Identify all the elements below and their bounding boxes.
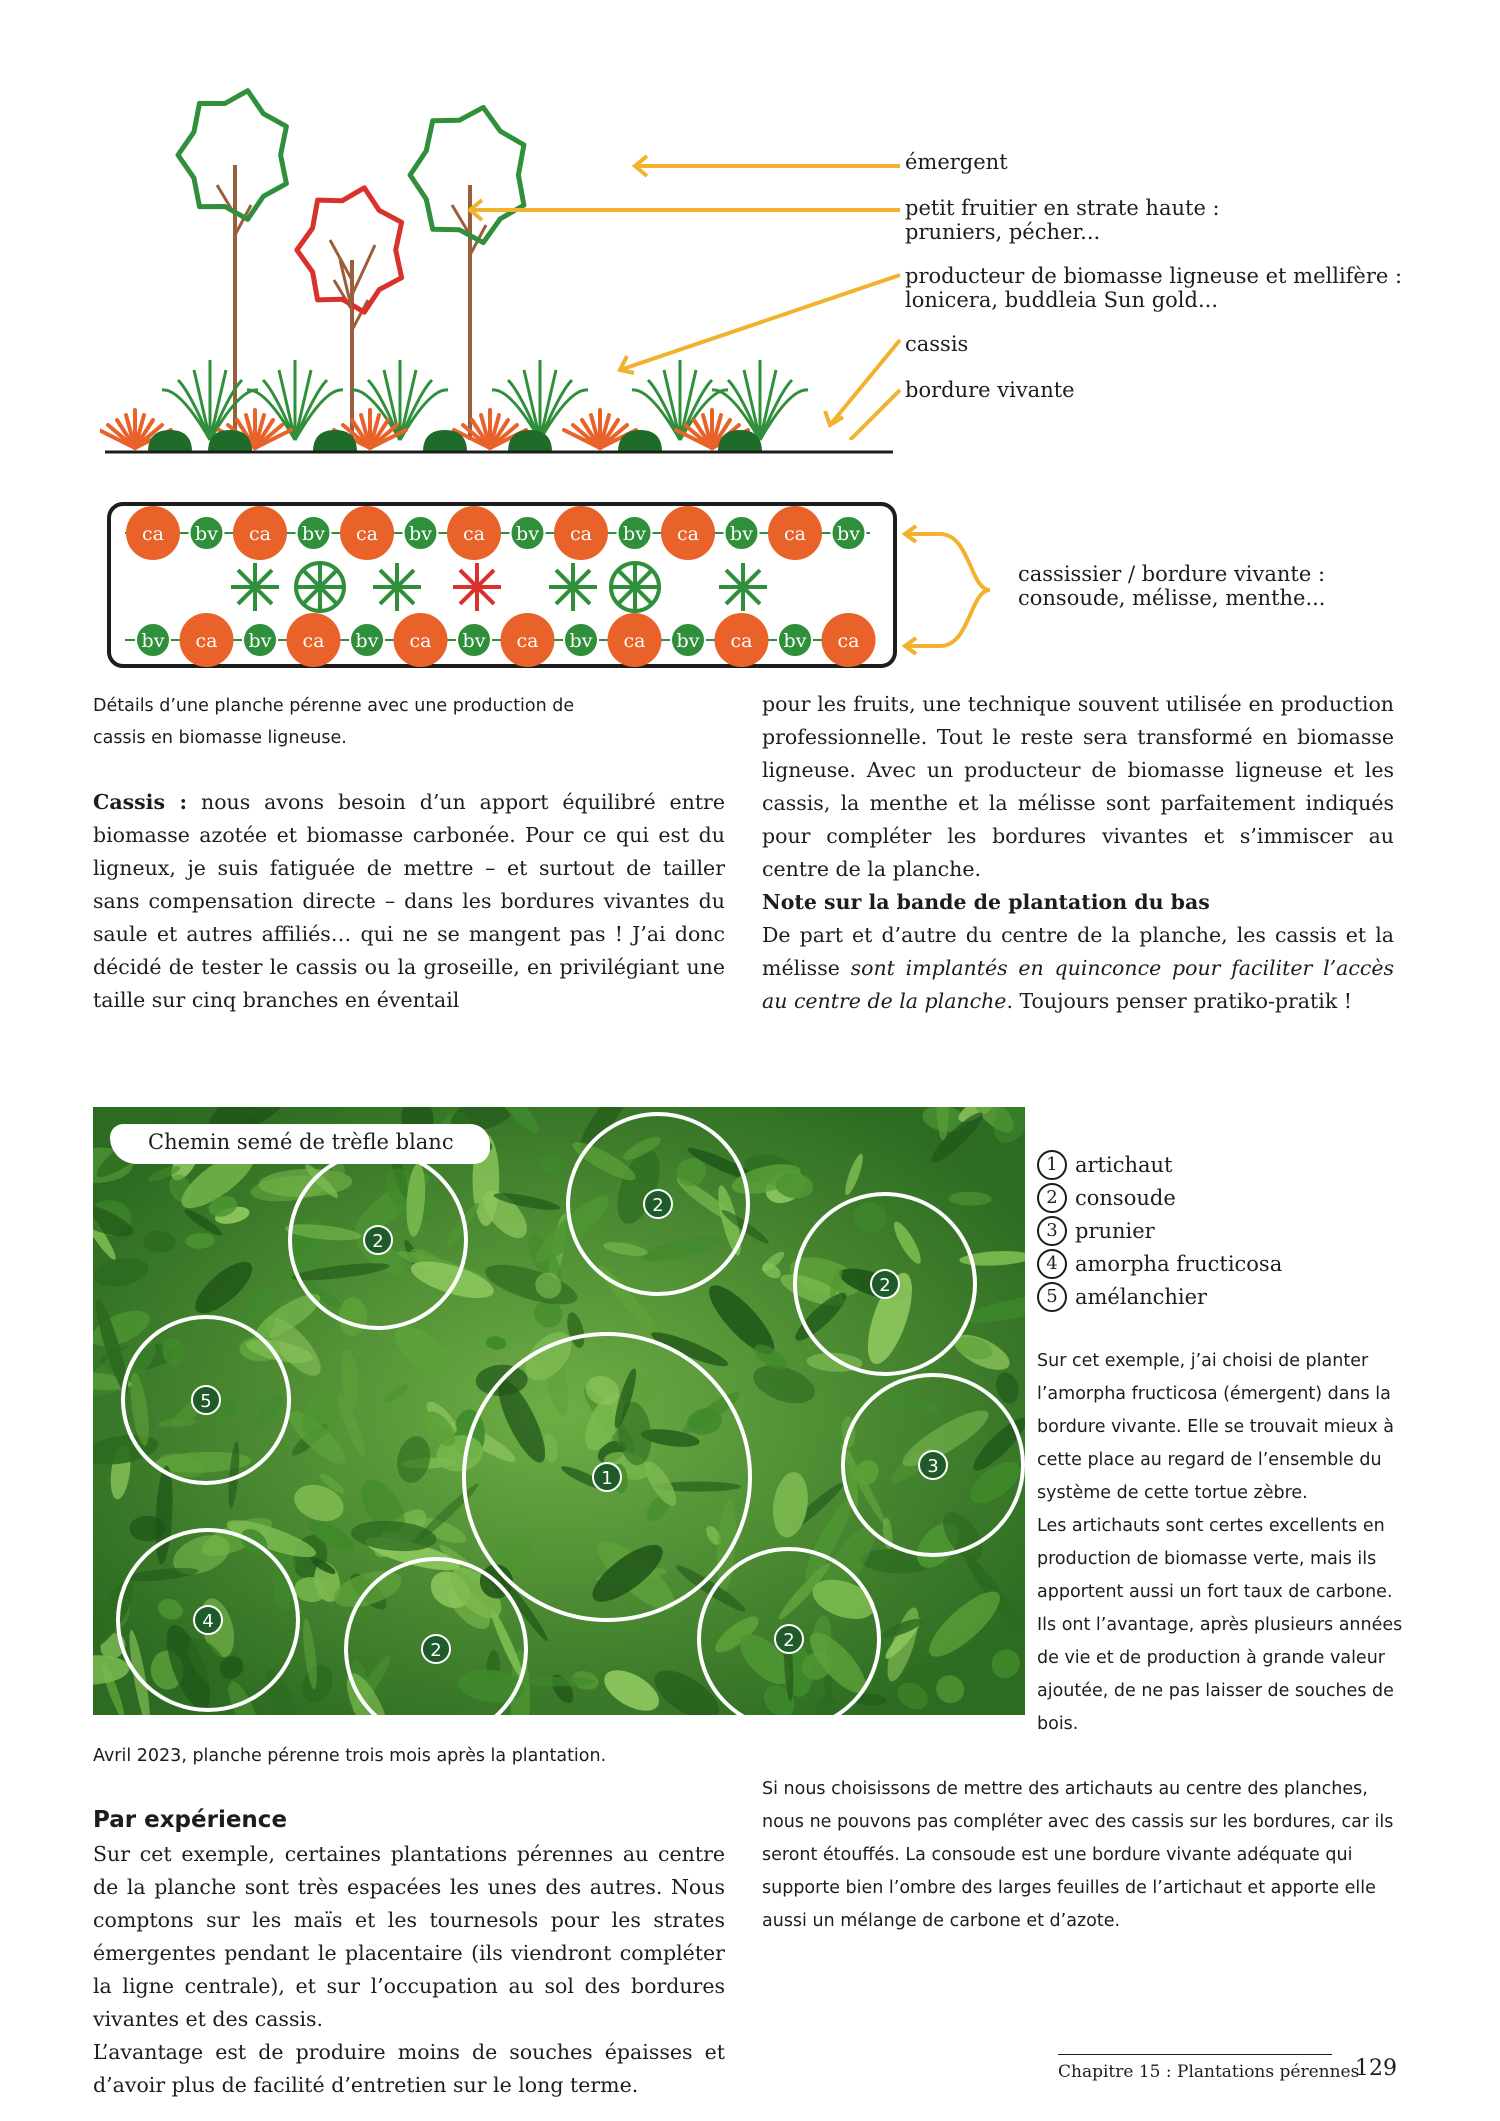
plan-cassis-marker xyxy=(233,506,287,560)
plan-bordure-marker xyxy=(618,516,652,550)
note-text-end: . Toujours penser pratiko-pratik ! xyxy=(1006,989,1353,1013)
experience-paragraph-2: L’avantage est de produire moins de souches épaisses et d’avoir plus de facilité d’entretien sur le long terme. xyxy=(93,2040,725,2097)
label-petit-fruitier: petit fruitier en strate haute : pruniers, pécher... xyxy=(905,196,1220,244)
photo-caption: Avril 2023, planche pérenne trois mois après la plantation. xyxy=(93,1746,607,1766)
legend-label: consoude xyxy=(1075,1185,1176,1210)
plan-bordure-marker xyxy=(297,516,331,550)
plan-cassis-marker xyxy=(340,506,394,560)
svg-text:ca: ca xyxy=(463,523,485,545)
svg-text:bv: bv xyxy=(783,630,807,652)
svg-text:ca: ca xyxy=(195,630,218,652)
legend-number: 2 xyxy=(1037,1183,1067,1213)
photo-marker-number: 2 xyxy=(783,1630,795,1651)
photo-legend xyxy=(1037,1148,1282,1313)
legend-item xyxy=(1037,1280,1282,1313)
photo-marker-number: 2 xyxy=(652,1195,664,1216)
svg-text:bv: bv xyxy=(355,630,379,652)
svg-text:ca: ca xyxy=(516,630,539,652)
plan-bordure-marker xyxy=(778,623,812,657)
left-column-top xyxy=(93,786,725,1017)
plan-cassis-marker xyxy=(554,506,608,560)
label-arrow xyxy=(825,340,900,425)
right-side-paragraph-2: Les artichauts sont certes excellents en production de biomasse verte, mais ils apportent aussi un fort taux de carbone. Ils ont l’avantage, après plusieurs années de vie et de production à grande valeur ajoutée, de ne pas laisser de souches de bois. xyxy=(1037,1516,1403,1734)
svg-text:ca: ca xyxy=(249,523,271,545)
legend-item xyxy=(1037,1247,1282,1280)
experience-paragraph-1: Sur cet exemple, certaines plantations pérennes au centre de la planche sont très espacées les unes des autres. Nous comptons sur les maïs et les tournesols pour les strates émergentes pendant le placentaire (ils viendront compléter la ligne centrale), et sur l’occupation au sol des bordures vivantes et des cassis. xyxy=(93,1842,725,2031)
label-bordure-vivante: bordure vivante xyxy=(905,378,1075,402)
label-arrow xyxy=(470,200,900,220)
page-number: 129 xyxy=(1355,2056,1397,2081)
plan-view-diagram xyxy=(105,500,905,670)
plan-shrub-symbol xyxy=(611,563,659,611)
plan-bordure-marker xyxy=(350,623,384,657)
plan-bordure-marker xyxy=(511,516,545,550)
plan-cassis-marker xyxy=(608,613,662,667)
cassis-lead: Cassis : xyxy=(93,790,188,814)
svg-text:bv: bv xyxy=(462,630,486,652)
svg-text:bv: bv xyxy=(676,630,700,652)
plan-cassis-marker xyxy=(180,613,234,667)
svg-text:ca: ca xyxy=(570,523,592,545)
footer-chapter: Chapitre 15 : Plantations pérennes xyxy=(1058,2062,1360,2082)
svg-text:ca: ca xyxy=(784,523,806,545)
right-side-text-top xyxy=(1037,1345,1403,1741)
label-arrow xyxy=(850,390,900,440)
right-side-paragraph-1: Sur cet exemple, j’ai choisi de planter l’amorpha fructicosa (émergent) dans la bordure vivante. Elle se trouvait mieux à cette place au regard de l’ensemble du système de cette tortue zèbre. xyxy=(1037,1351,1394,1503)
legend-label: amorpha fructicosa xyxy=(1075,1251,1283,1276)
note-text: De part et d’autre du centre de la planche, les cassis et la mélisse xyxy=(762,923,1394,980)
label-arrow xyxy=(620,275,900,373)
legend-label: amélanchier xyxy=(1075,1284,1208,1309)
photo-marker-number: 3 xyxy=(927,1456,939,1477)
plan-bracket-arrows xyxy=(900,520,1000,660)
svg-text:bv: bv xyxy=(516,523,539,545)
plan-bordure-marker xyxy=(404,516,438,550)
legend-number: 5 xyxy=(1037,1282,1067,1312)
par-experience-heading: Par expérience xyxy=(93,1807,288,1833)
plan-shrub-symbol xyxy=(296,563,344,611)
note-heading: Note sur la bande de plantation du bas xyxy=(762,890,1210,914)
plan-bordure-marker xyxy=(725,516,759,550)
photo-marker-number: 4 xyxy=(202,1611,214,1632)
right-column-top xyxy=(762,688,1394,1018)
svg-text:bv: bv xyxy=(623,523,646,545)
footer-rule xyxy=(1058,2054,1332,2055)
caption-top: Détails d’une planche pérenne avec une production de cassis en biomasse ligneuse. xyxy=(93,696,575,748)
right-column-bottom xyxy=(762,1773,1402,1938)
legend-number: 1 xyxy=(1037,1150,1067,1180)
legend-number: 4 xyxy=(1037,1249,1067,1279)
svg-text:ca: ca xyxy=(302,630,325,652)
plan-cassis-marker xyxy=(661,506,715,560)
plan-label: cassissier / bordure vivante : consoude, mélisse, menthe... xyxy=(1018,562,1326,610)
svg-text:ca: ca xyxy=(677,523,699,545)
legend-number: 3 xyxy=(1037,1216,1067,1246)
svg-text:bv: bv xyxy=(837,523,860,545)
plan-bordure-marker xyxy=(832,516,866,550)
svg-text:ca: ca xyxy=(356,523,378,545)
plan-cassis-marker xyxy=(715,613,769,667)
svg-text:ca: ca xyxy=(142,523,164,545)
photo-marker-number: 1 xyxy=(601,1468,613,1489)
label-arrow xyxy=(635,156,900,176)
legend-label: artichaut xyxy=(1075,1152,1173,1177)
label-arrows xyxy=(440,140,920,440)
note-text-italic: sont implantés en quinconce pour faciliter l’accès au centre de la planche xyxy=(762,956,1394,1013)
legend-item xyxy=(1037,1148,1282,1181)
svg-text:bv: bv xyxy=(195,523,218,545)
photo-marker-number: 2 xyxy=(430,1640,442,1661)
svg-text:ca: ca xyxy=(409,630,432,652)
plan-bordure-marker xyxy=(671,623,705,657)
plan-cassis-marker xyxy=(822,613,876,667)
garden-photo xyxy=(93,1107,1025,1715)
svg-text:bv: bv xyxy=(730,523,753,545)
svg-text:bv: bv xyxy=(248,630,272,652)
plan-cassis-marker xyxy=(501,613,555,667)
right-bottom-paragraph: Si nous choisissons de mettre des artichauts au centre des planches, nous ne pouvons pas compléter avec des cassis sur les bordures, car ils seront étouffés. La consoude est une bordure vivante adéquate qui supporte bien l’ombre des larges feuilles de l’artichaut et apporte elle aussi un mélange de carbone et d’azote. xyxy=(762,1779,1394,1931)
legend-item xyxy=(1037,1181,1282,1214)
svg-text:ca: ca xyxy=(623,630,646,652)
label-producteur-biomasse: producteur de biomasse ligneuse et mellifère : lonicera, buddleia Sun gold... xyxy=(905,264,1403,312)
label-emergent: émergent xyxy=(905,150,1008,174)
plan-bordure-marker xyxy=(136,623,170,657)
plan-plant-symbol xyxy=(549,563,597,611)
svg-text:ca: ca xyxy=(837,630,860,652)
plan-cassis-marker xyxy=(287,613,341,667)
svg-text:ca: ca xyxy=(730,630,753,652)
plan-cassis-marker xyxy=(126,506,180,560)
plan-bordure-marker xyxy=(243,623,277,657)
svg-text:bv: bv xyxy=(141,630,165,652)
plan-bordure-marker xyxy=(457,623,491,657)
path-label: Chemin semé de trèfle blanc xyxy=(148,1130,454,1154)
legend-item xyxy=(1037,1214,1282,1247)
plan-plant-symbol xyxy=(231,563,279,611)
plan-cassis-marker xyxy=(394,613,448,667)
plan-plant-symbol xyxy=(453,563,501,611)
photo-marker-number: 5 xyxy=(200,1391,212,1412)
svg-text:bv: bv xyxy=(409,523,432,545)
right-top-paragraph: pour les fruits, une technique souvent utilisée en production professionnelle. Tout le reste sera transformé en biomasse ligneuse. Avec un producteur de biomasse ligneuse et les cassis, la menthe et la mélisse sont parfaitement indiqués pour compléter les bordures vivantes et s’immiscer au centre de la planche. xyxy=(762,692,1394,881)
svg-text:bv: bv xyxy=(302,523,325,545)
plan-cassis-marker xyxy=(447,506,501,560)
plan-cassis-marker xyxy=(768,506,822,560)
label-cassis: cassis xyxy=(905,332,969,356)
photo-marker-number: 2 xyxy=(372,1231,384,1252)
plan-bordure-marker xyxy=(190,516,224,550)
legend-label: prunier xyxy=(1075,1218,1155,1243)
plan-plant-symbol xyxy=(719,563,767,611)
photo-marker-number: 2 xyxy=(879,1275,891,1296)
plan-plant-symbol xyxy=(373,563,421,611)
cassis-text: nous avons besoin d’un apport équilibré entre biomasse azotée et biomasse carbonée. Pour ce qui est du ligneux, je suis fatiguée de mettre – et surtout de tailler sans compensation directe – dans les bordures vivantes du saule et autres affiliés… qui ne se mangent pas ! J’ai donc décidé de tester le cassis ou la groseille, en privilégiant une taille sur cinq branches en éventail xyxy=(93,790,725,1012)
svg-text:bv: bv xyxy=(569,630,593,652)
left-column-bottom xyxy=(93,1838,725,2102)
plan-bordure-marker xyxy=(564,623,598,657)
